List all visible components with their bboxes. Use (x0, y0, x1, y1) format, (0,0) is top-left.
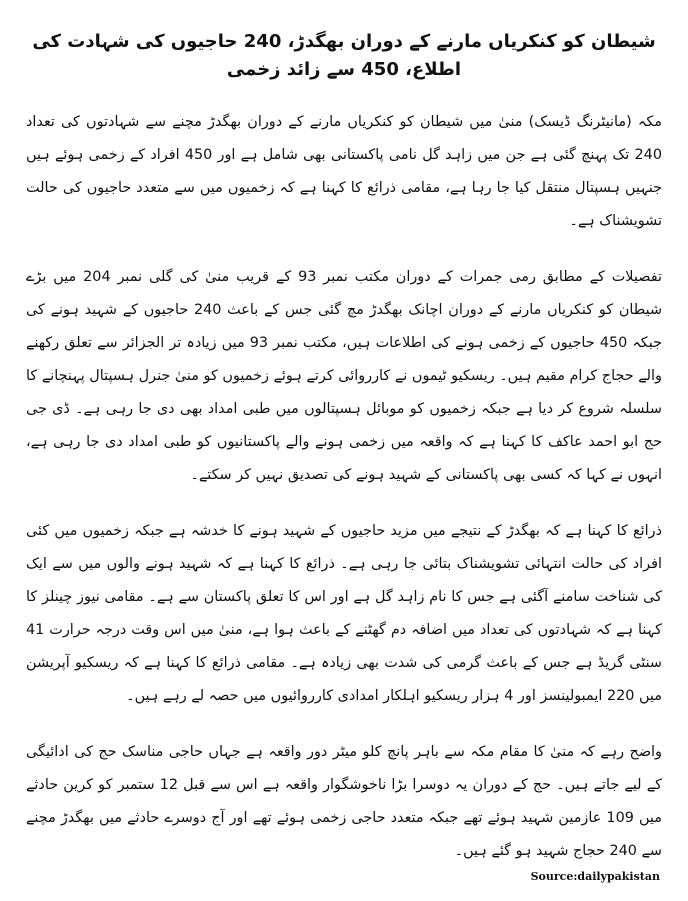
article-paragraph-1: مکہ (مانیٹرنگ ڈیسک) منیٰ میں شیطان کو کنکریاں مارنے کے دوران بھگدڑ مچنے سے شہادتوں کی تعداد 240 تک پہنچ گئی ہے جن میں زاہد گل نامی پاکستانی بھی شامل ہے اور 450 افراد کے زخمی ہوئے ہیں جنہیں ہسپتال منتقل کیا جا رہا ہے، مقامی ذرائع کا کہنا ہے کہ زخمیوں میں سے متعدد حاجیوں کی حالت تشویشناک ہے۔ (26, 114, 662, 229)
article-paragraph-2: تفصیلات کے مطابق رمی جمرات کے دوران مکتب نمبر 93 کے قریب منیٰ کی گلی نمبر 204 میں بڑے شیطان کو کنکریاں مارنے کے دوران اچانک بھگدڑ مچ گئی جس کے باعث 240 حاجیوں کے شہید ہونے کی جبکہ 450 حاجیوں کے زخمی ہونے کی اطلاعات ہیں، مکتب نمبر 93 میں زیادہ تر الجزائر سے تعلق رکھنے والے حجاج کرام مقیم ہیں۔ ریسکیو ٹیموں نے کارروائی کرتے ہوئے زخمیوں کو منیٰ جنرل ہسپتال پہنچانے کا سلسلہ شروع کر دیا ہے جبکہ زخمیوں کو موبائل ہسپتالوں میں طبی امداد بھی دی جا رہی ہے۔ ڈی جی حج ابو احمد عاکف کا کہنا ہے کہ واقعہ میں زخمی ہونے والے پاکستانیوں کو طبی امداد دی جا رہی ہے، انہوں نے کہا کہ کسی بھی پاکستانی کے شہید ہونے کی تصدیق نہیں کر سکتے۔ (26, 269, 662, 483)
article-paragraph-4: واضح رہے کہ منیٰ کا مقام مکہ سے باہر پانچ کلو میٹر دور واقعہ ہے جہاں حاجی مناسک حج کی ادائیگی کے لیے جاتے ہیں۔ حج کے دوران یہ دوسرا بڑا ناخوشگوار واقعہ ہے اس سے قبل 12 ستمبر کو کرین حادثے میں 109 عازمین شہید ہوئے تھے جبکہ متعدد حاجی زخمی ہوئے تھے اور آج دوسرے حادثے میں بھگدڑ مچنے سے 240 حجاج شہید ہو گئے ہیں۔ (26, 744, 662, 859)
article-body (26, 106, 662, 868)
article-headline: شیطان کو کنکریاں مارنے کے دوران بھگدڑ، 240 حاجیوں کی شہادت کی اطلاع، 450 سے زائد زخمی (32, 31, 656, 80)
article-paragraph-3: ذرائع کا کہنا ہے کہ بھگدڑ کے نتیجے میں مزید حاجیوں کے شہید ہونے کا خدشہ ہے جبکہ زخمیوں میں کئی افراد کی حالت انتہائی تشویشناک بتائی جا رہی ہے۔ ذرائع کا کہنا ہے کہ شہید ہونے والوں میں سے ایک کی شناخت سامنے آگئی ہے جس کا نام زاہد گل ہے اور اس کا تعلق پاکستان سے ہے۔ مقامی نیوز چینلز کا کہنا ہے کہ شہادتوں کی تعداد میں اضافہ دم گھٹنے کے باعث ہوا ہے، منیٰ میں اس وقت درجہ حرارت 41 سنٹی گریڈ ہے جس کے باعث گرمی کی شدت بھی زیادہ ہے۔ مقامی ذرائع کا کہنا ہے کہ ریسکیو آپریشن میں 220 ایمبولینسز اور 4 ہزار ریسکیو اہلکار امدادی کارروائیوں میں حصہ لے رہے ہیں۔ (26, 523, 662, 704)
source-credit: Source:dailypakistan (530, 870, 660, 883)
